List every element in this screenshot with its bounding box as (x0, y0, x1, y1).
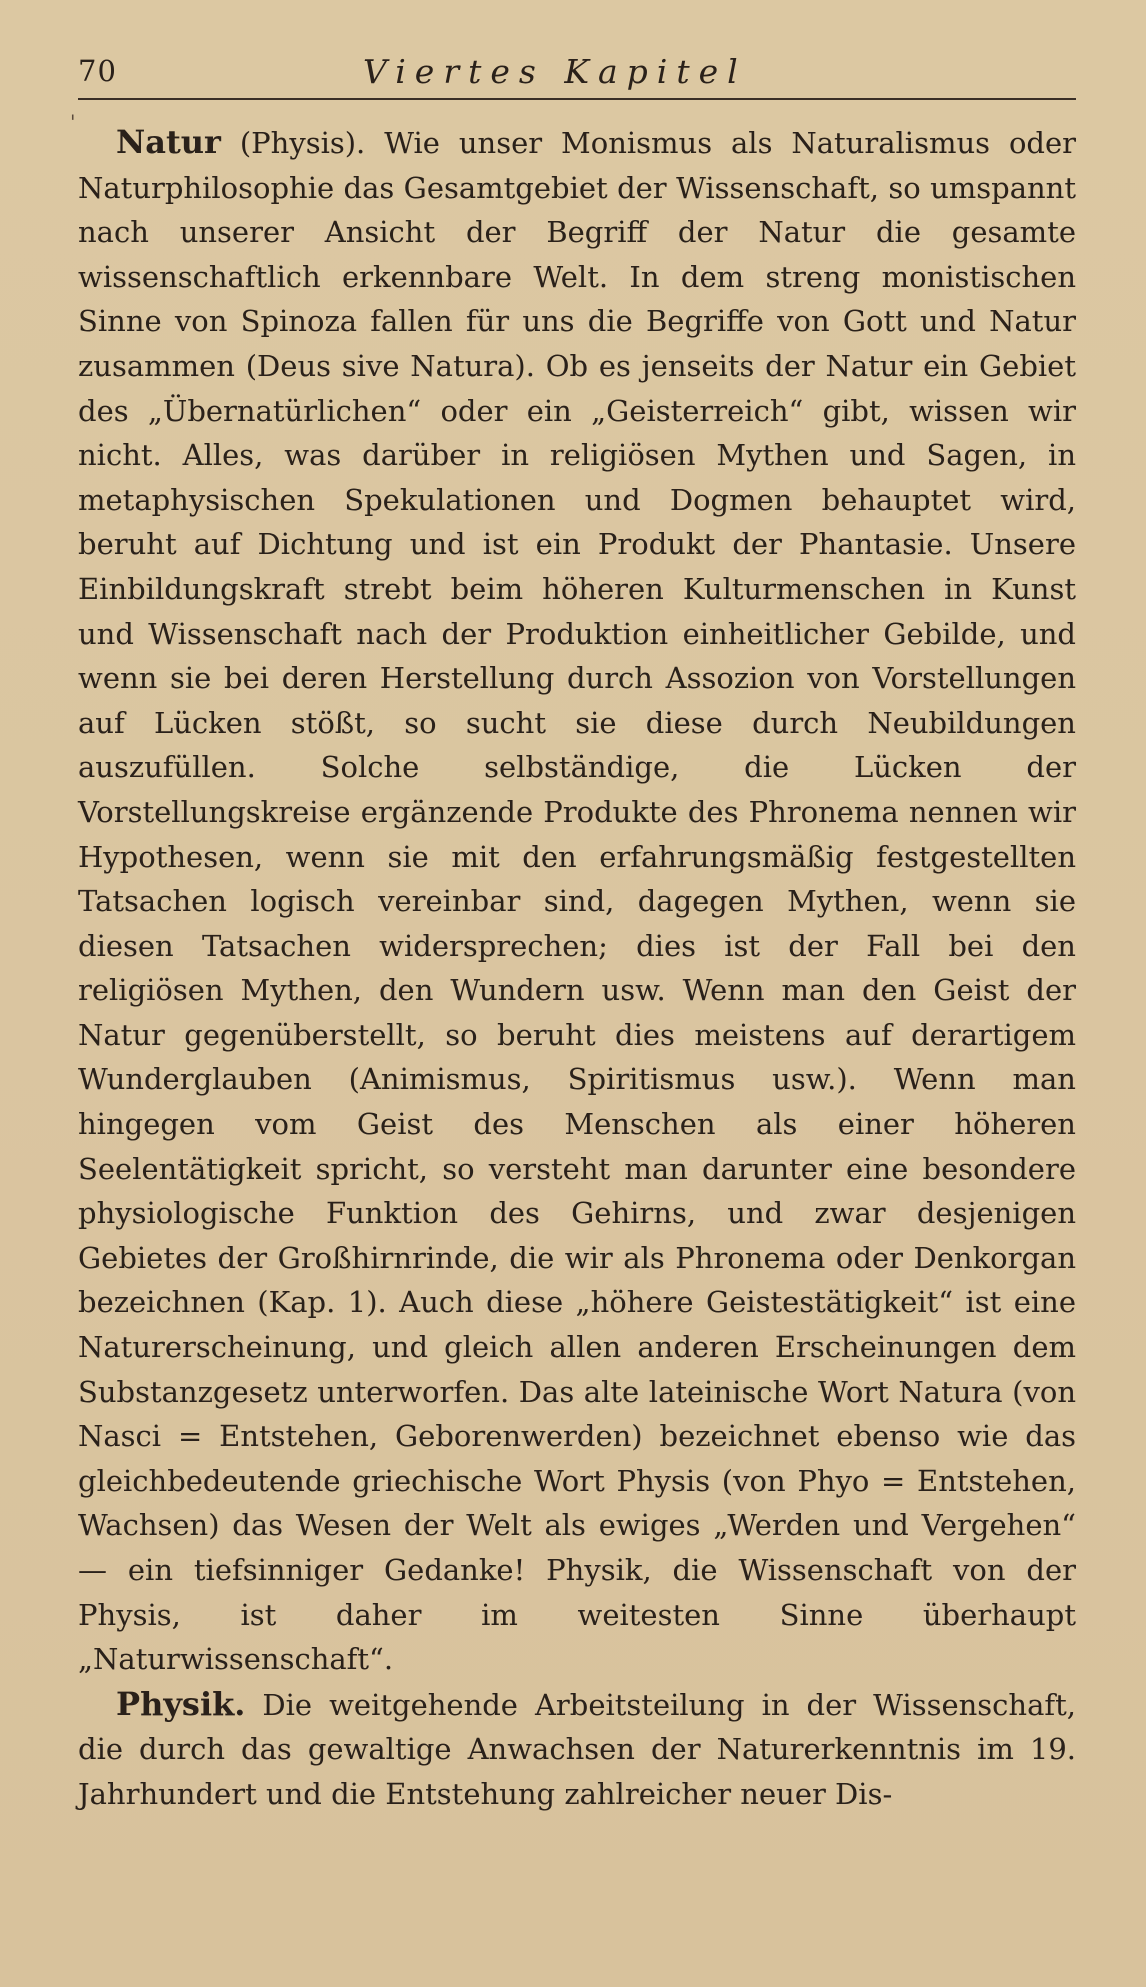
paragraph-natur (78, 120, 1076, 1682)
margin-mark: ' (70, 110, 76, 134)
chapter-title: Viertes Kapitel (363, 52, 747, 91)
term-natur: Natur (116, 123, 221, 161)
paragraph-physik (78, 1682, 1076, 1817)
paragraph-text: (Physis). Wie unser Monismus als Naturalismus oder Naturphilosophie das Gesamtgebiet der Wissenschaft, so umspannt nach unserer Ansicht der Begriff der Natur die gesamte wissenschaftlich erkennbare Welt. In dem streng monistischen Sinne von Spinoza fallen für uns die Begriffe von Gott und Natur zusammen (Deus sive Natura). Ob es jenseits der Natur ein Gebiet des „Übernatürlichen“ oder ein „Geisterreich“ gibt, wissen wir nicht. Alles, was darüber in religiösen Mythen und Sagen, in metaphysischen Spekulationen und Dogmen behauptet wird, beruht auf Dichtung und ist ein Produkt der Phantasie. Unsere Einbildungskraft strebt beim höheren Kulturmenschen in Kunst und Wissenschaft nach der Produktion einheitlicher Gebilde, und wenn sie bei deren Herstellung durch Assozion von Vorstellungen auf Lücken stößt, so sucht sie diese durch Neubildungen auszufüllen. Solche selbständige, die Lücken der Vorstellungskreise ergänzende Produkte des Phronema nennen wir Hypothesen, wenn sie mit den erfahrungsmäßig festgestellten Tatsachen logisch vereinbar sind, dagegen Mythen, wenn sie diesen Tatsachen widersprechen; dies ist der Fall bei den religiösen Mythen, den Wundern usw. Wenn man den Geist der Natur gegenüberstellt, so beruht dies meistens auf derartigem Wunderglauben (Animismus, Spiritismus usw.). Wenn man hingegen vom Geist des Menschen als einer höheren Seelentätigkeit spricht, so versteht man darunter eine besondere physiologische Funktion des Gehirns, und zwar desjenigen Gebietes der Großhirnrinde, die wir als Phronema oder Denkorgan bezeichnen (Kap. 1). Auch diese „höhere Geistestätigkeit“ ist eine Naturerscheinung, und gleich allen anderen Erscheinungen dem Substanzgesetz unterworfen. Das alte lateinische Wort Natura (von Nasci = Entstehen, Geborenwerden) bezeichnet ebenso wie das gleichbedeutende griechische Wort Physis (von Phyo = Entstehen, Wachsen) das Wesen der Welt als ewiges „Werden und Vergehen“ — ein tiefsinniger Gedanke! Physik, die Wissenschaft von der Physis, ist daher im weitesten Sinne überhaupt „Naturwissenschaft“. (78, 126, 1076, 1677)
body-text (78, 120, 1076, 1817)
term-physik: Physik. (116, 1684, 246, 1723)
paragraph-text: Die weitgehende Arbeitsteilung in der Wissenschaft, die durch das gewaltige Anwachsen der Naturerkenntnis im 19. Jahrhundert und die Entstehung zahlreicher neuer Dis- (78, 1687, 1076, 1811)
running-head (78, 52, 1076, 100)
page-number: 70 (78, 54, 117, 88)
